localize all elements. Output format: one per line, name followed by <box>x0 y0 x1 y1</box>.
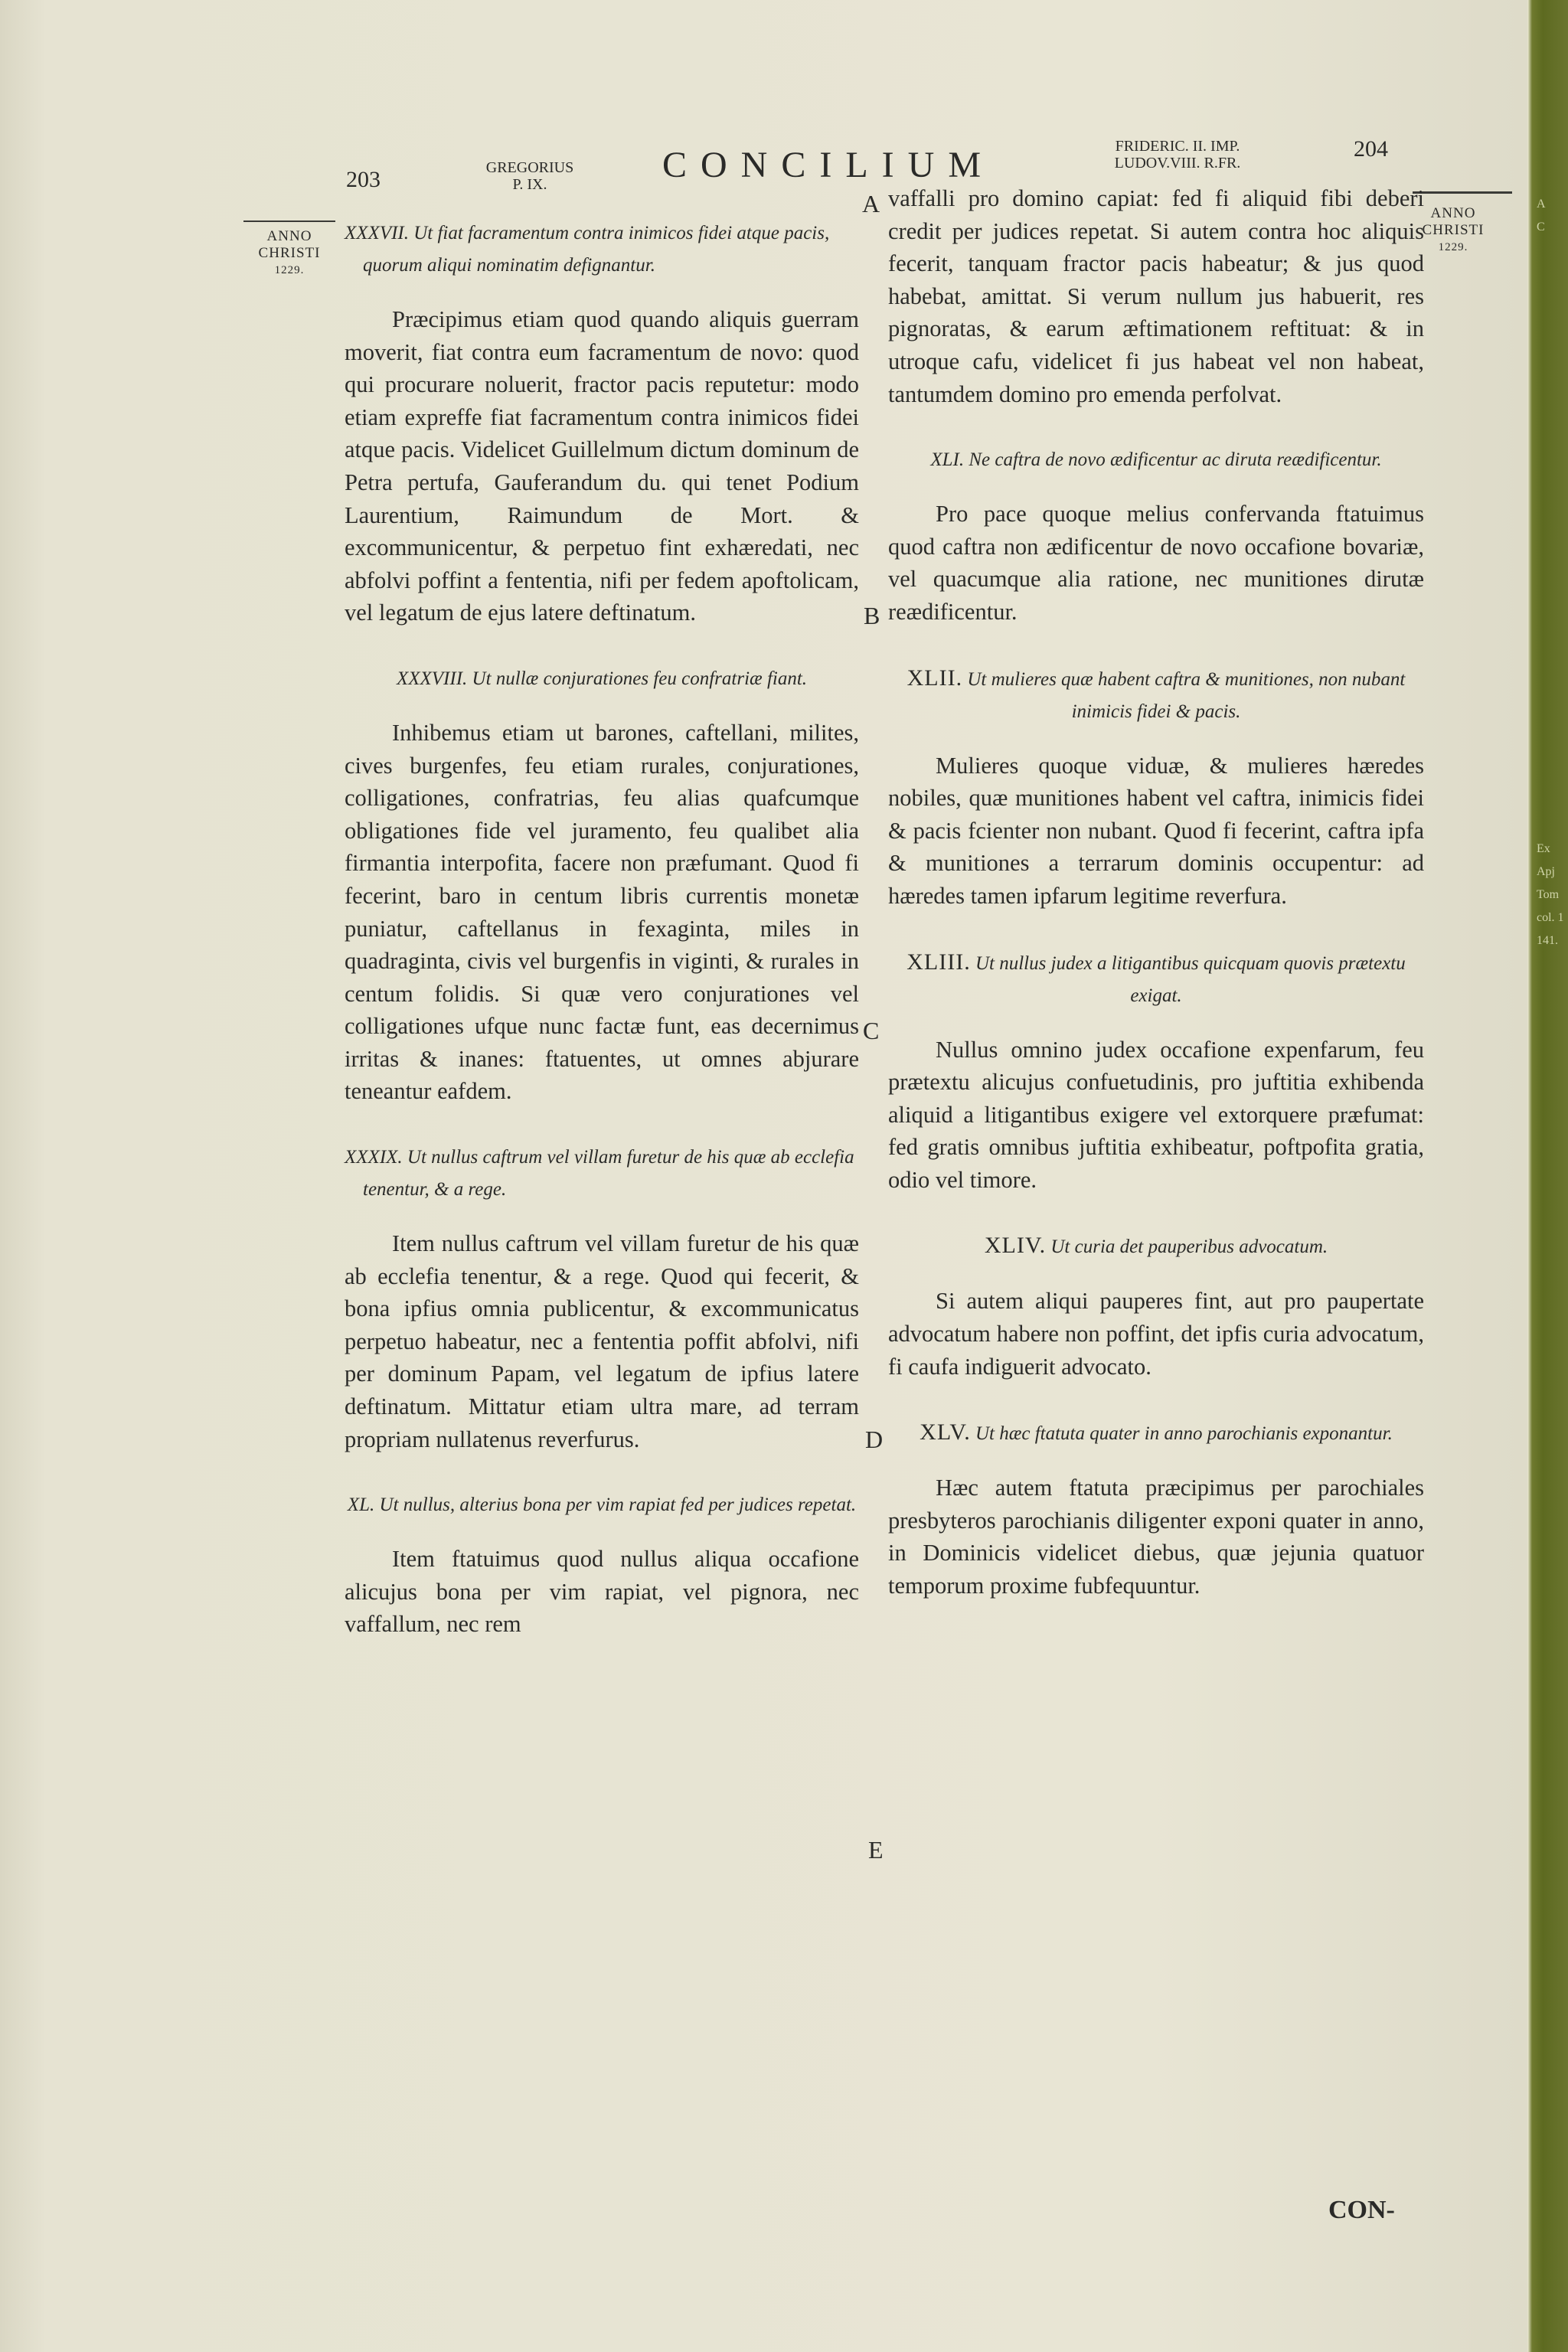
section-letter-c: C <box>863 1017 880 1044</box>
chapter-text-41: Pro pace quoque melius confervanda ftatuimus quod caftra non ædificentur de novo occafione bovariæ, vel quacumque alia ratione, nec munitiones dirutæ reædificentur. <box>888 501 1424 625</box>
chapter-heading-39: XXXIX. Ut nullus caftrum vel villam furetur de his quæ ab ecclefia tenentur, & a rege. <box>345 1147 854 1200</box>
chapter-title-45: Ut hæc ftatuta quater in anno parochianis exponantur. <box>975 1423 1393 1445</box>
left-header-pope <box>469 159 591 193</box>
chapter-heading-43 <box>888 946 1424 1012</box>
right-page-number: 204 <box>1354 136 1388 162</box>
king-name: LUDOV.VIII. R.FR. <box>1114 155 1241 172</box>
catchword: CON- <box>1328 2196 1395 2224</box>
right-header-rulers <box>1078 138 1277 172</box>
left-column <box>345 217 859 1641</box>
page-title: CONCILIUM <box>662 145 995 185</box>
chapter-title-43: Ut nullus judex a litigantibus quicquam quovis prætextu exigat. <box>975 952 1406 1006</box>
chapter-text-45: Hæc autem ftatuta præcipimus per parochiales presbyteros parochianis diligenter exponi quater in anno, in Dominicis videlicet diebus, quæ jejunia quatuor temporum proxime fubfequuntur. <box>888 1475 1424 1599</box>
edge-mark: C <box>1537 220 1545 234</box>
next-page-edge <box>1527 0 1568 2352</box>
chapter-text-43: Nullus omnino judex occafione expenfarum, feu prætextu alicujus confuetudinis, pro juftitia exhibenda aliquid a litigantibus exigere vel extorquere præfumat: fed gratis omnibus juftitia exhibeatur, poftpofita gratia, odio vel timore. <box>888 1036 1424 1193</box>
pope-title: P. IX. <box>512 176 547 193</box>
edge-mark: 141. <box>1537 934 1558 947</box>
margin-year: 1229. <box>274 264 305 276</box>
chapter-heading-38: XXXVIII. Ut nullæ conjurationes feu confratriæ fiant. <box>396 668 808 689</box>
section-letter-a: A <box>862 190 880 217</box>
margin-note-right <box>1415 205 1491 256</box>
margin-christi: CHRISTI <box>258 245 321 261</box>
chapter-text-42: Mulieres quoque viduæ, & mulieres hæredes nobiles, quæ munitiones habent vel caftra, inimicis fidei & pacis fcienter non nubant. Quod fi fecerint, caftra ipfa & munitiones a terrarum dominis occupentur: ad hæredes tamen ipfarum legitime reverfura. <box>888 752 1424 909</box>
header-rule-left <box>243 220 335 222</box>
chapter-heading-40: XL. Ut nullus, alterius bona per vim rapiat fed per judices repetat. <box>347 1494 857 1516</box>
chapter-text-40-continued: vaffalli pro domino capiat: fed fi aliquid fibi deberi credit per judices repetat. Si autem contra hoc aliquis fecerit, tanquam fractor pacis habeatur; & jus quod habebat, amittat. Si verum nullum jus habuerit, res pignoratas, & earum æftimationem reftituat: & in utroque cafu, videlicet fi jus habeat vel non habeat, tantumdem domino pro emenda perfolvat. <box>888 185 1424 407</box>
chapter-number-44: XLIV. <box>984 1233 1047 1259</box>
chapter-text-44: Si autem aliqui pauperes fint, aut pro paupertate advocatum habere non poffint, det ipfis curia advocatum, fi caufa indiguerit advocato. <box>888 1288 1424 1380</box>
chapter-heading-37: XXXVII. Ut fiat facramentum contra inimicos fidei atque pacis, quorum aliqui nominatim defignantur. <box>345 223 830 276</box>
chapter-heading-41: XLI. Ne caftra de novo ædificentur ac diruta reædificentur. <box>930 449 1382 471</box>
chapter-number-45: XLV. <box>920 1419 971 1446</box>
edge-mark: Apj <box>1537 865 1555 878</box>
margin-anno: ANNO <box>1430 205 1476 221</box>
margin-note-left <box>243 228 335 279</box>
section-letter-e: E <box>868 1836 884 1864</box>
section-letter-d: D <box>865 1426 884 1453</box>
pope-name: GREGORIUS <box>485 159 574 176</box>
chapter-heading-44 <box>888 1230 1424 1263</box>
chapter-number-43: XLIII. <box>906 949 971 975</box>
edge-mark: col. 1 <box>1537 911 1564 924</box>
chapter-text-38: Inhibemus etiam ut barones, caftellani, milites, cives burgenfes, feu etiam rurales, conjurationes, colligationes, confratrias, feu alias quafcumque obligationes fide vel juramento, feu qualibet alia firmantia interpofita, facere non præfumant. Quod fi fecerint, baro in centum libris currentis monetæ puniatur, caftellanus in fexaginta, miles in quadraginta, civis vel burgenfis in viginti, & rurales in centum folidis. Si quæ vero conjurationes vel colligationes ufque nunc factæ funt, eas decernimus irritas & inanes: ftatuentes, ut omnes abjurare teneantur eafdem. <box>345 719 859 1105</box>
chapter-heading-42 <box>888 662 1424 728</box>
chapter-text-37: Præcipimus etiam quod quando aliquis guerram moverit, fiat contra eum facramentum de novo: quod qui procurare noluerit, fractor pacis reputetur: modo etiam expreffe fiat facramentum contra inimicos fidei atque pacis. Videlicet Guillelmum dictum dominum de Petra pertufa, Gauferandum du. qui tenet Podium Laurentium, Raimundum de Mort. & excommunicentur, & perpetuo fint exhæredati, nec abfolvi poffint a fententia, nifi per fedem apoftolicam, vel legatum de ejus latere deftinatum. <box>345 306 859 626</box>
left-page-number: 203 <box>346 167 381 192</box>
edge-mark: Tom <box>1537 888 1560 901</box>
chapter-number-42: XLII. <box>906 665 963 691</box>
chapter-heading-45 <box>888 1416 1424 1450</box>
chapter-text-40: Item ftatuimus quod nullus aliqua occafione alicujus bona per vim rapiat, vel pignora, nec vaffallum, nec rem <box>345 1546 859 1638</box>
edge-mark: Ex <box>1537 842 1550 855</box>
header-rule-right <box>1413 191 1512 194</box>
margin-year: 1229. <box>1438 241 1468 253</box>
edge-mark: A <box>1537 198 1546 211</box>
chapter-title-42: Ut mulieres quæ habent caftra & munitiones, non nubant inimicis fidei & pacis. <box>967 668 1406 722</box>
right-column <box>888 182 1424 1602</box>
margin-anno: ANNO <box>266 228 312 244</box>
margin-christi: CHRISTI <box>1422 222 1485 238</box>
emperor-name: FRIDERIC. II. IMP. <box>1115 138 1240 155</box>
chapter-text-39: Item nullus caftrum vel villam furetur de his quæ ab ecclefia tenentur, & a rege. Quod qui fecerit, & bona ipfius omnia publicentur, & excommunicatus perpetuo habeatur, nec a fententia poffit abfolvi, nifi per dominum Papam, vel legatum de ipfius latere deftinatum. Mittatur etiam ultra mare, ad terram propriam nullatenus reverfurus. <box>345 1230 859 1452</box>
chapter-title-44: Ut curia det pauperibus advocatum. <box>1050 1236 1328 1258</box>
section-letter-b: B <box>864 602 880 629</box>
